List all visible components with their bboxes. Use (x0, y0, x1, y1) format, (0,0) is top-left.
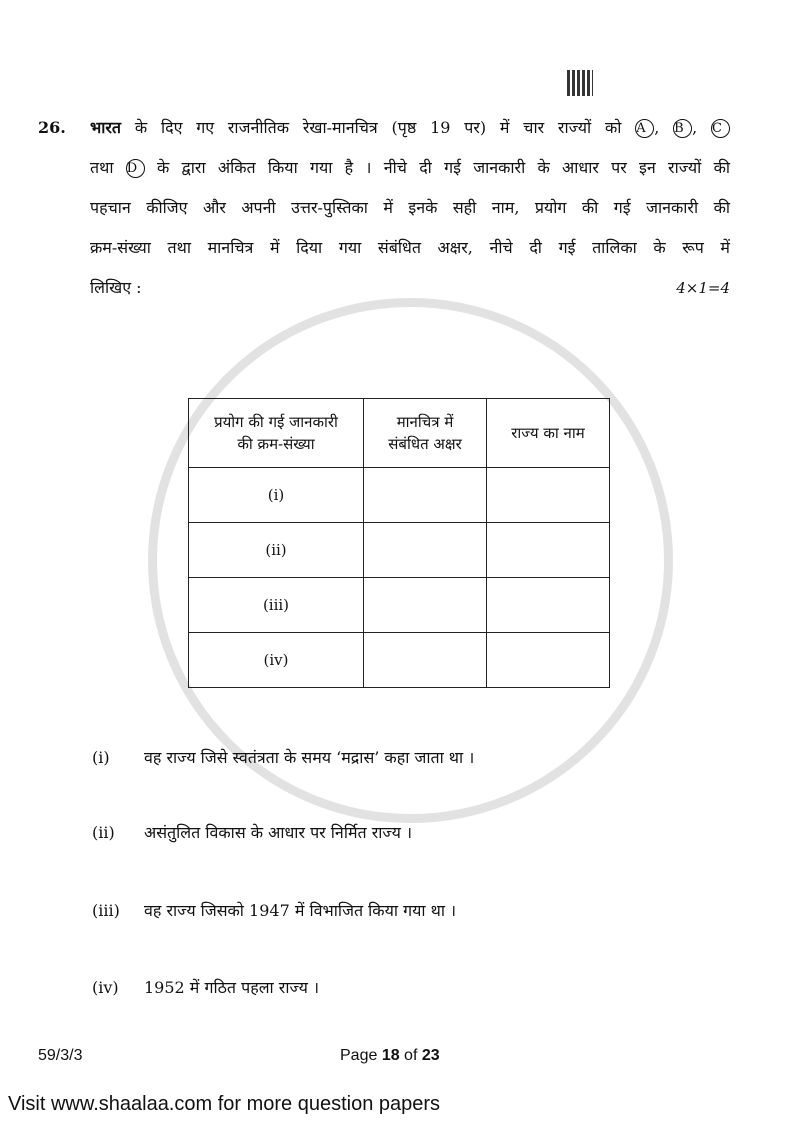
question-line-5: लिखिए : (90, 278, 142, 297)
visit-banner[interactable]: Visit www.shaalaa.com for more question papers (8, 1093, 441, 1115)
cell (364, 578, 487, 633)
text: तथा (90, 158, 126, 177)
item-text: 1952 में गठित पहला राज्य । (144, 978, 320, 997)
item-number: (ii) (92, 823, 115, 842)
cell (364, 633, 487, 688)
cell (487, 633, 610, 688)
paper-code: 59/3/3 (38, 1047, 83, 1064)
text: , (654, 118, 674, 137)
answer-table (188, 398, 610, 688)
table-row (189, 468, 610, 523)
item-text: वह राज्य जिसे स्वतंत्रता के समय ‘मद्रास’ कहा जाता था । (144, 748, 475, 767)
cell: (i) (189, 468, 364, 523)
question-line-1 (90, 116, 730, 140)
cell (487, 523, 610, 578)
text: के दिए गए राजनीतिक रेखा-मानचित्र (पृष्ठ 19 पर) में चार राज्यों को (121, 118, 636, 137)
cell (487, 578, 610, 633)
cell (364, 468, 487, 523)
item-number: (iv) (92, 978, 119, 997)
item-number: (i) (92, 748, 110, 767)
keyword-bharat: भारत (90, 118, 122, 137)
marker-a: A (635, 119, 654, 138)
table-row (189, 633, 610, 688)
header-serial (189, 399, 364, 468)
table-row (189, 523, 610, 578)
page-number (340, 1046, 440, 1066)
list-item (92, 976, 319, 1000)
text: of (399, 1047, 422, 1064)
total-pages: 23 (421, 1047, 440, 1064)
item-text: वह राज्य जिसको 1947 में विभाजित किया गया था । (144, 901, 457, 920)
marker-b: B (673, 119, 692, 138)
header-letter (364, 399, 487, 468)
text: Page (340, 1047, 382, 1064)
text: मानचित्र में (396, 413, 454, 431)
table-header-row (189, 399, 610, 468)
question-number: 26. (38, 118, 66, 137)
text: संबंधित अक्षर (388, 435, 462, 453)
cell (364, 523, 487, 578)
table-row (189, 578, 610, 633)
text: , (692, 118, 712, 137)
marks: 4×1=4 (676, 279, 730, 297)
marker-c: C (711, 119, 730, 138)
text: प्रयोग की गई जानकारी (214, 413, 338, 431)
cell (487, 468, 610, 523)
list-item (92, 899, 456, 923)
header-state: राज्य का नाम (487, 399, 610, 468)
question-line-3: पहचान कीजिए और अपनी उत्तर-पुस्तिका में इनके सही नाम, प्रयोग की गई जानकारी की (90, 198, 730, 217)
list-item (92, 821, 412, 845)
item-text: असंतुलित विकास के आधार पर निर्मित राज्य । (144, 823, 413, 842)
text: की क्रम-संख्या (237, 435, 315, 453)
marker-d: D (126, 159, 145, 178)
question-line-4: क्रम-संख्या तथा मानचित्र में दिया गया संबंधित अक्षर, नीचे दी गई तालिका के रूप में (90, 238, 730, 257)
list-item (92, 746, 474, 770)
text: के द्वारा अंकित किया गया है । नीचे दी गई जानकारी के आधार पर इन राज्यों की (144, 158, 730, 177)
question-line-2 (90, 156, 730, 180)
cell: (iv) (189, 633, 364, 688)
item-number: (iii) (92, 901, 120, 920)
qr-code-icon (567, 70, 593, 96)
cell: (ii) (189, 523, 364, 578)
current-page: 18 (381, 1047, 400, 1064)
cell: (iii) (189, 578, 364, 633)
